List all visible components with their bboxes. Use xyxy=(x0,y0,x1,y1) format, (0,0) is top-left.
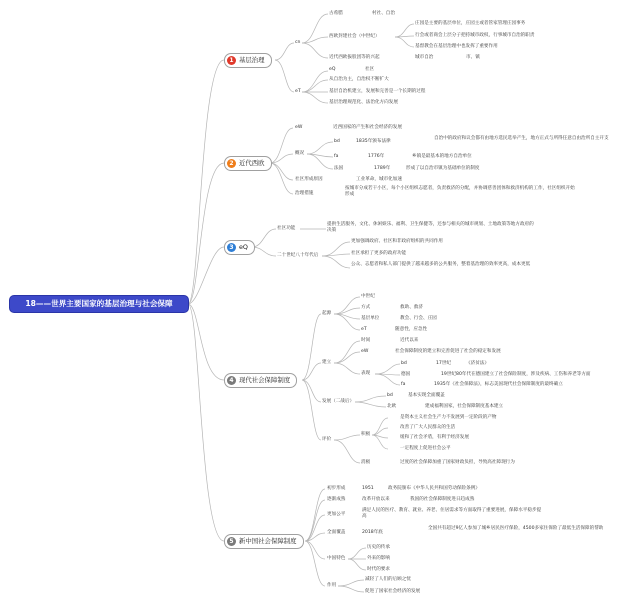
b1-e2[interactable]: 基层自治机建立，发展和完善是一个长期的过程 xyxy=(329,89,426,94)
b4-qy[interactable]: 起源 xyxy=(322,311,332,316)
b4-q2[interactable]: 方式 xyxy=(361,305,371,310)
b1-c2c[interactable]: 基督教会在基层治理中也发挥了重要作用 xyxy=(415,44,498,49)
b4-xj[interactable]: 消极 xyxy=(361,460,371,465)
b2-ewv[interactable]: 近西国家的产生和社会经济的发展 xyxy=(333,125,402,130)
b2-ew[interactable]: eW xyxy=(295,125,303,130)
b4-j2v[interactable]: 社会保障制度的建立和完善促进了社会的稳定和发展 xyxy=(395,349,501,354)
b5-zy1[interactable]: 减轻了人们的后顾之忧 xyxy=(365,577,411,582)
b3-sfv[interactable]: 提供生活服务，文化、休闲娱乐、福利、卫生保健等，还参与相关的城市规划、土地政策等地方政府的决策 xyxy=(327,222,534,233)
b4-fay[interactable]: 1935年《社会保障法》，标志美国现代社会保障制度的最终确立 xyxy=(434,382,563,387)
b2-bdt[interactable]: 自治中的政府和议会都有由地方选民选举产生，地方正式与所得任意自由治所自主开支 xyxy=(434,136,609,141)
b3-es1[interactable]: 更加强调政府、社区和非政府组织的共同作用 xyxy=(351,239,443,244)
b1-e3[interactable]: 基层治理规范化、法治化方向发展 xyxy=(329,100,398,105)
number-badge: 3 xyxy=(227,243,236,252)
b5-a1v[interactable]: 政务院颁布《中华人民共和国劳动保险条例》 xyxy=(388,486,480,491)
b4-j1v[interactable]: 近代以来 xyxy=(400,338,419,343)
b4-bd[interactable]: bd xyxy=(401,361,407,366)
b2-bd[interactable]: bd xyxy=(334,139,340,144)
b4-bx[interactable]: 表现 xyxy=(361,371,371,376)
b5-zt1[interactable]: 历史的传承 xyxy=(367,545,390,550)
b2-gk[interactable]: 概况 xyxy=(295,151,305,156)
b4-j2[interactable]: eW xyxy=(361,349,369,354)
branch-2-node[interactable] xyxy=(224,156,272,171)
number-badge: 4 xyxy=(227,376,236,385)
b1-et[interactable]: eT xyxy=(295,89,301,94)
b2-fgy[interactable]: 1789年 xyxy=(374,166,391,171)
root-topic[interactable]: 18——世界主要国家的基层治理与社会保障 xyxy=(10,296,188,312)
b4-q4[interactable]: eT xyxy=(361,327,367,332)
branch-3-node[interactable] xyxy=(224,240,255,255)
b1-c2[interactable]: 西欧封建社会（中世纪） xyxy=(329,34,380,39)
b4-fa[interactable]: fa xyxy=(401,382,406,387)
number-badge: 5 xyxy=(227,537,236,546)
b4-j1[interactable]: 时间 xyxy=(361,338,371,343)
b2-bdy[interactable]: 1835年颁布法律 xyxy=(356,139,391,144)
b2-sq[interactable]: 社区形成原因 xyxy=(295,177,323,182)
b4-jj4[interactable]: 一定程度上促进社会公平 xyxy=(400,446,451,451)
b1-c3[interactable]: 近代西欧拔股团等的兴起 xyxy=(329,55,380,60)
b1-c3a[interactable]: 城市自治 xyxy=(415,55,434,60)
b3-es2[interactable]: 社区承担了更多的政府功能 xyxy=(351,251,407,256)
b4-xjv[interactable]: 过度的社会保障加重了国家财政负担，导致高社障现行为 xyxy=(400,460,515,465)
b4-q1[interactable]: 中世纪 xyxy=(361,294,375,299)
b5-a2v[interactable]: 我国的社会保障制度进日趋成熟 xyxy=(410,497,475,502)
b2-sqv[interactable]: 工业革命，城市化加速 xyxy=(356,177,402,182)
b4-jj3[interactable]: 缓和了社会矛盾，有利于经济发展 xyxy=(400,435,469,440)
branch-1-node[interactable] xyxy=(224,53,272,68)
b4-dg[interactable]: 德国 xyxy=(401,372,411,377)
b5-a3v[interactable]: 满足人民的医疗、教育、就业、养老、住居需求等方面取得了重要进展，保障水平稳步提高 xyxy=(362,508,542,519)
branch-label: 新中国社会保障制度 xyxy=(239,537,297,545)
b3-sf[interactable]: 社区功能 xyxy=(277,226,296,231)
b2-zlv[interactable]: 按城市分成若干小区，每个小区组织志愿者，负责救济的分配，并协调慈善团体和救济机构的工作，社区组织开始形成 xyxy=(345,186,575,197)
b5-a4y[interactable]: 2018年底 xyxy=(362,530,383,535)
branch-5-node[interactable] xyxy=(224,534,304,549)
b4-f2v[interactable]: 建成福利国家，社会保障制度基本建立 xyxy=(425,404,504,409)
b1-cn[interactable]: cn xyxy=(295,40,301,45)
b5-a2[interactable]: 逐渐成熟 xyxy=(327,497,346,502)
b5-a4v[interactable]: 全国共有超过9亿人参加了城乡居民医疗保险，4500多家住保险了最低生活保障的帮助 xyxy=(428,526,604,531)
number-badge: 1 xyxy=(227,56,236,65)
b1-eq[interactable]: eQ xyxy=(329,67,336,72)
b1-c1v[interactable]: 村社、自治 xyxy=(372,11,395,16)
b5-a1[interactable]: 初步形成 xyxy=(327,486,346,491)
b1-c2b[interactable]: 行会或者商会上层分子把持城市政权，行事城市自治的职责 xyxy=(415,33,535,38)
branch-label: 近代西欧 xyxy=(239,159,265,167)
b5-zt2[interactable]: 外来的影响 xyxy=(367,556,390,561)
b4-bdt[interactable]: 《济贫法》 xyxy=(466,361,489,366)
b4-jj[interactable]: 积极 xyxy=(361,432,371,437)
b3-es3[interactable]: 公众、志愿者和私人部门提供了越来越多的公共服务，整着基治理的效率更高，成本更低 xyxy=(351,262,531,267)
b4-dgt[interactable]: 19世纪80年代在德国建立了社会保险制度，涉及疾病、工伤和养老等方面 xyxy=(441,372,591,377)
b2-zl[interactable]: 治理措施 xyxy=(295,191,314,196)
b2-fay[interactable]: 1776年 xyxy=(368,154,385,159)
b5-a2y[interactable]: 改革开放以来 xyxy=(362,497,390,502)
b1-c2a[interactable]: 庄园是主要的基层单位，庄园主或者管家管理庄园事务 xyxy=(415,21,526,26)
b5-zt3[interactable]: 时代的要求 xyxy=(367,567,390,572)
b5-zy[interactable]: 作用 xyxy=(327,583,337,588)
b4-jl[interactable]: 建立 xyxy=(322,360,332,365)
b1-c1[interactable]: 古希腊 xyxy=(329,11,343,16)
b3-es[interactable]: 二十世纪八十年代后 xyxy=(277,253,319,258)
b5-zy2[interactable]: 促进了国家社会经济的发展 xyxy=(365,589,421,594)
b4-f1[interactable]: bd xyxy=(387,393,393,398)
b2-fat[interactable]: 乡镇是最基本的地方自治单位 xyxy=(412,154,472,159)
b5-a4[interactable]: 全面覆盖 xyxy=(327,530,346,535)
b5-a3[interactable]: 更加公平 xyxy=(327,512,346,517)
b2-fg[interactable]: 法国 xyxy=(334,166,344,171)
branch-label: 现代社会保障制度 xyxy=(239,376,291,384)
b4-bdy[interactable]: 17世纪 xyxy=(436,361,452,366)
b4-jj1[interactable]: 是资本主义社会生产力不发展到一定阶段的产物 xyxy=(400,415,497,420)
b4-q4v[interactable]: 随意性，应急性 xyxy=(395,327,428,332)
branch-label: 基层治理 xyxy=(239,56,265,64)
branch-4-node[interactable] xyxy=(224,373,297,388)
b4-jj2[interactable]: 改善了广大人民群众的生活 xyxy=(400,425,456,430)
b1-eqv[interactable]: 社区 xyxy=(365,67,375,72)
branch-label: eQ xyxy=(239,243,248,251)
b4-f2[interactable]: 北欧 xyxy=(387,404,397,409)
b4-f1v[interactable]: 基本实现全面覆盖 xyxy=(408,393,445,398)
b5-a1y[interactable]: 1951 xyxy=(362,486,374,491)
b4-q3[interactable]: 基层单位 xyxy=(361,316,380,321)
b1-c3b[interactable]: 市、镇 xyxy=(466,55,480,60)
b4-q3v[interactable]: 教会、行会、庄园 xyxy=(400,316,437,321)
b2-fa[interactable]: fa xyxy=(334,154,339,159)
b4-pj[interactable]: 评价 xyxy=(322,437,332,442)
b1-e1[interactable]: 从自治为主，自治权不断扩大 xyxy=(329,77,389,82)
number-badge: 2 xyxy=(227,159,236,168)
b4-q2v[interactable]: 救助、救济 xyxy=(400,305,423,310)
b4-fz[interactable]: 发展（二战后） xyxy=(322,399,355,404)
b2-fgt[interactable]: 形成了以自治市镇为基础单位的制度 xyxy=(406,166,480,171)
b5-zt[interactable]: 中国特色 xyxy=(327,556,346,561)
